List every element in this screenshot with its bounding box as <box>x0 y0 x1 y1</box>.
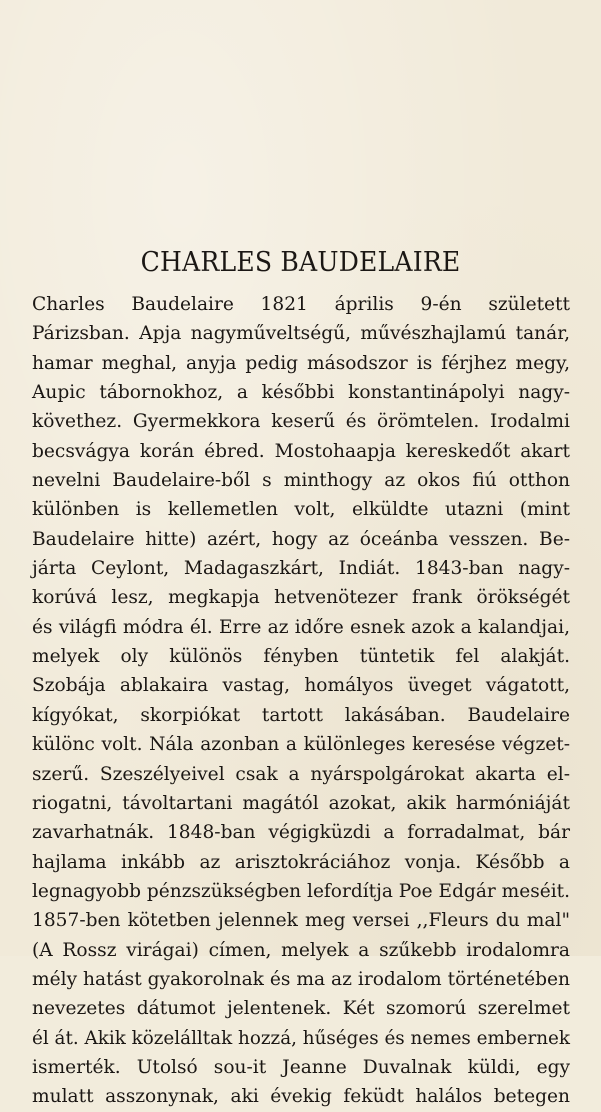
text-line: (A Rossz virágai) címen, melyek a szűkebb irodalomra <box>32 939 570 961</box>
text-line: nevelni Baudelaire-ből s minthogy az okos fiú otthon <box>32 470 570 492</box>
text-line: mély hatást gyakorolnak és ma az irodalom történetében <box>32 968 570 990</box>
text-line: zavarhatnák. 1848-ban végigküzdi a forradalmat, bár <box>32 822 570 844</box>
text-line: melyek oly különös fényben tüntetik fel alakját. <box>32 646 570 668</box>
text-line: nevezetes dátumot jelentenek. Két szomorú szerelmet <box>32 998 570 1020</box>
text-line: különben is kellemetlen volt, elküldte utazni (mint <box>32 499 570 521</box>
text-line: Aupic tábornokhoz, a későbbi konstantinápolyi nagy- <box>32 382 570 404</box>
text-line: Charles Baudelaire 1821 április 9-én született <box>32 294 570 315</box>
text-line: Baudelaire hitte) azért, hogy az óceánba vesszen. Be- <box>32 528 570 550</box>
text-line: ismerték. Utolsó sou-it Jeanne Duvalnak küldi, egy <box>32 1056 570 1078</box>
text-line: szerű. Szeszélyeivel csak a nyárspolgárokat akarta el- <box>32 763 570 785</box>
text-line: mulatt asszonynak, aki évekig feküdt halálos betegen <box>32 1086 570 1108</box>
page-title: CHARLES BAUDELAIRE <box>140 247 461 278</box>
text-line: él át. Akik közelálltak hozzá, hűséges és nemes embernek <box>32 1027 570 1049</box>
body-text <box>32 290 570 1112</box>
text-line: legnagyobb pénzszükségben lefordítja Poe Edgár meséit. <box>32 880 570 902</box>
text-line: 1857-ben kötetben jelennek meg versei ,,Fleurs du mal" <box>32 910 570 932</box>
text-line: becsvágya korán ébred. Mostohaapja kereskedőt akart <box>32 440 570 462</box>
text-line: Párizsban. Apja nagyműveltségű, művészhajlamú tanár, <box>32 323 570 345</box>
text-line: követhez. Gyermekkora keserű és örömtelen. Irodalmi <box>32 411 570 433</box>
text-line: és világfi módra él. Erre az időre esnek azok a kalandjai, <box>32 616 570 638</box>
text-line: Szobája ablakaira vastag, homályos üveget vágatott, <box>32 675 570 697</box>
text-line: hamar meghal, anyja pedig másodszor is férjhez megy, <box>32 352 570 374</box>
text-line: korúvá lesz, megkapja hetvenötezer frank örökségét <box>32 587 570 609</box>
text-line: különc volt. Nála azonban a különleges keresése végzet- <box>32 734 570 756</box>
text-line: kígyókat, skorpiókat tartott lakásában. Baudelaire <box>32 704 570 726</box>
text-line: járta Ceylont, Madagaszkárt, Indiát. 1843-ban nagy- <box>32 558 570 580</box>
text-line: hajlama inkább az arisztokráciához vonja. Később a <box>32 851 570 873</box>
text-line: riogatni, távoltartani magától azokat, akik harmóniáját <box>32 792 570 814</box>
